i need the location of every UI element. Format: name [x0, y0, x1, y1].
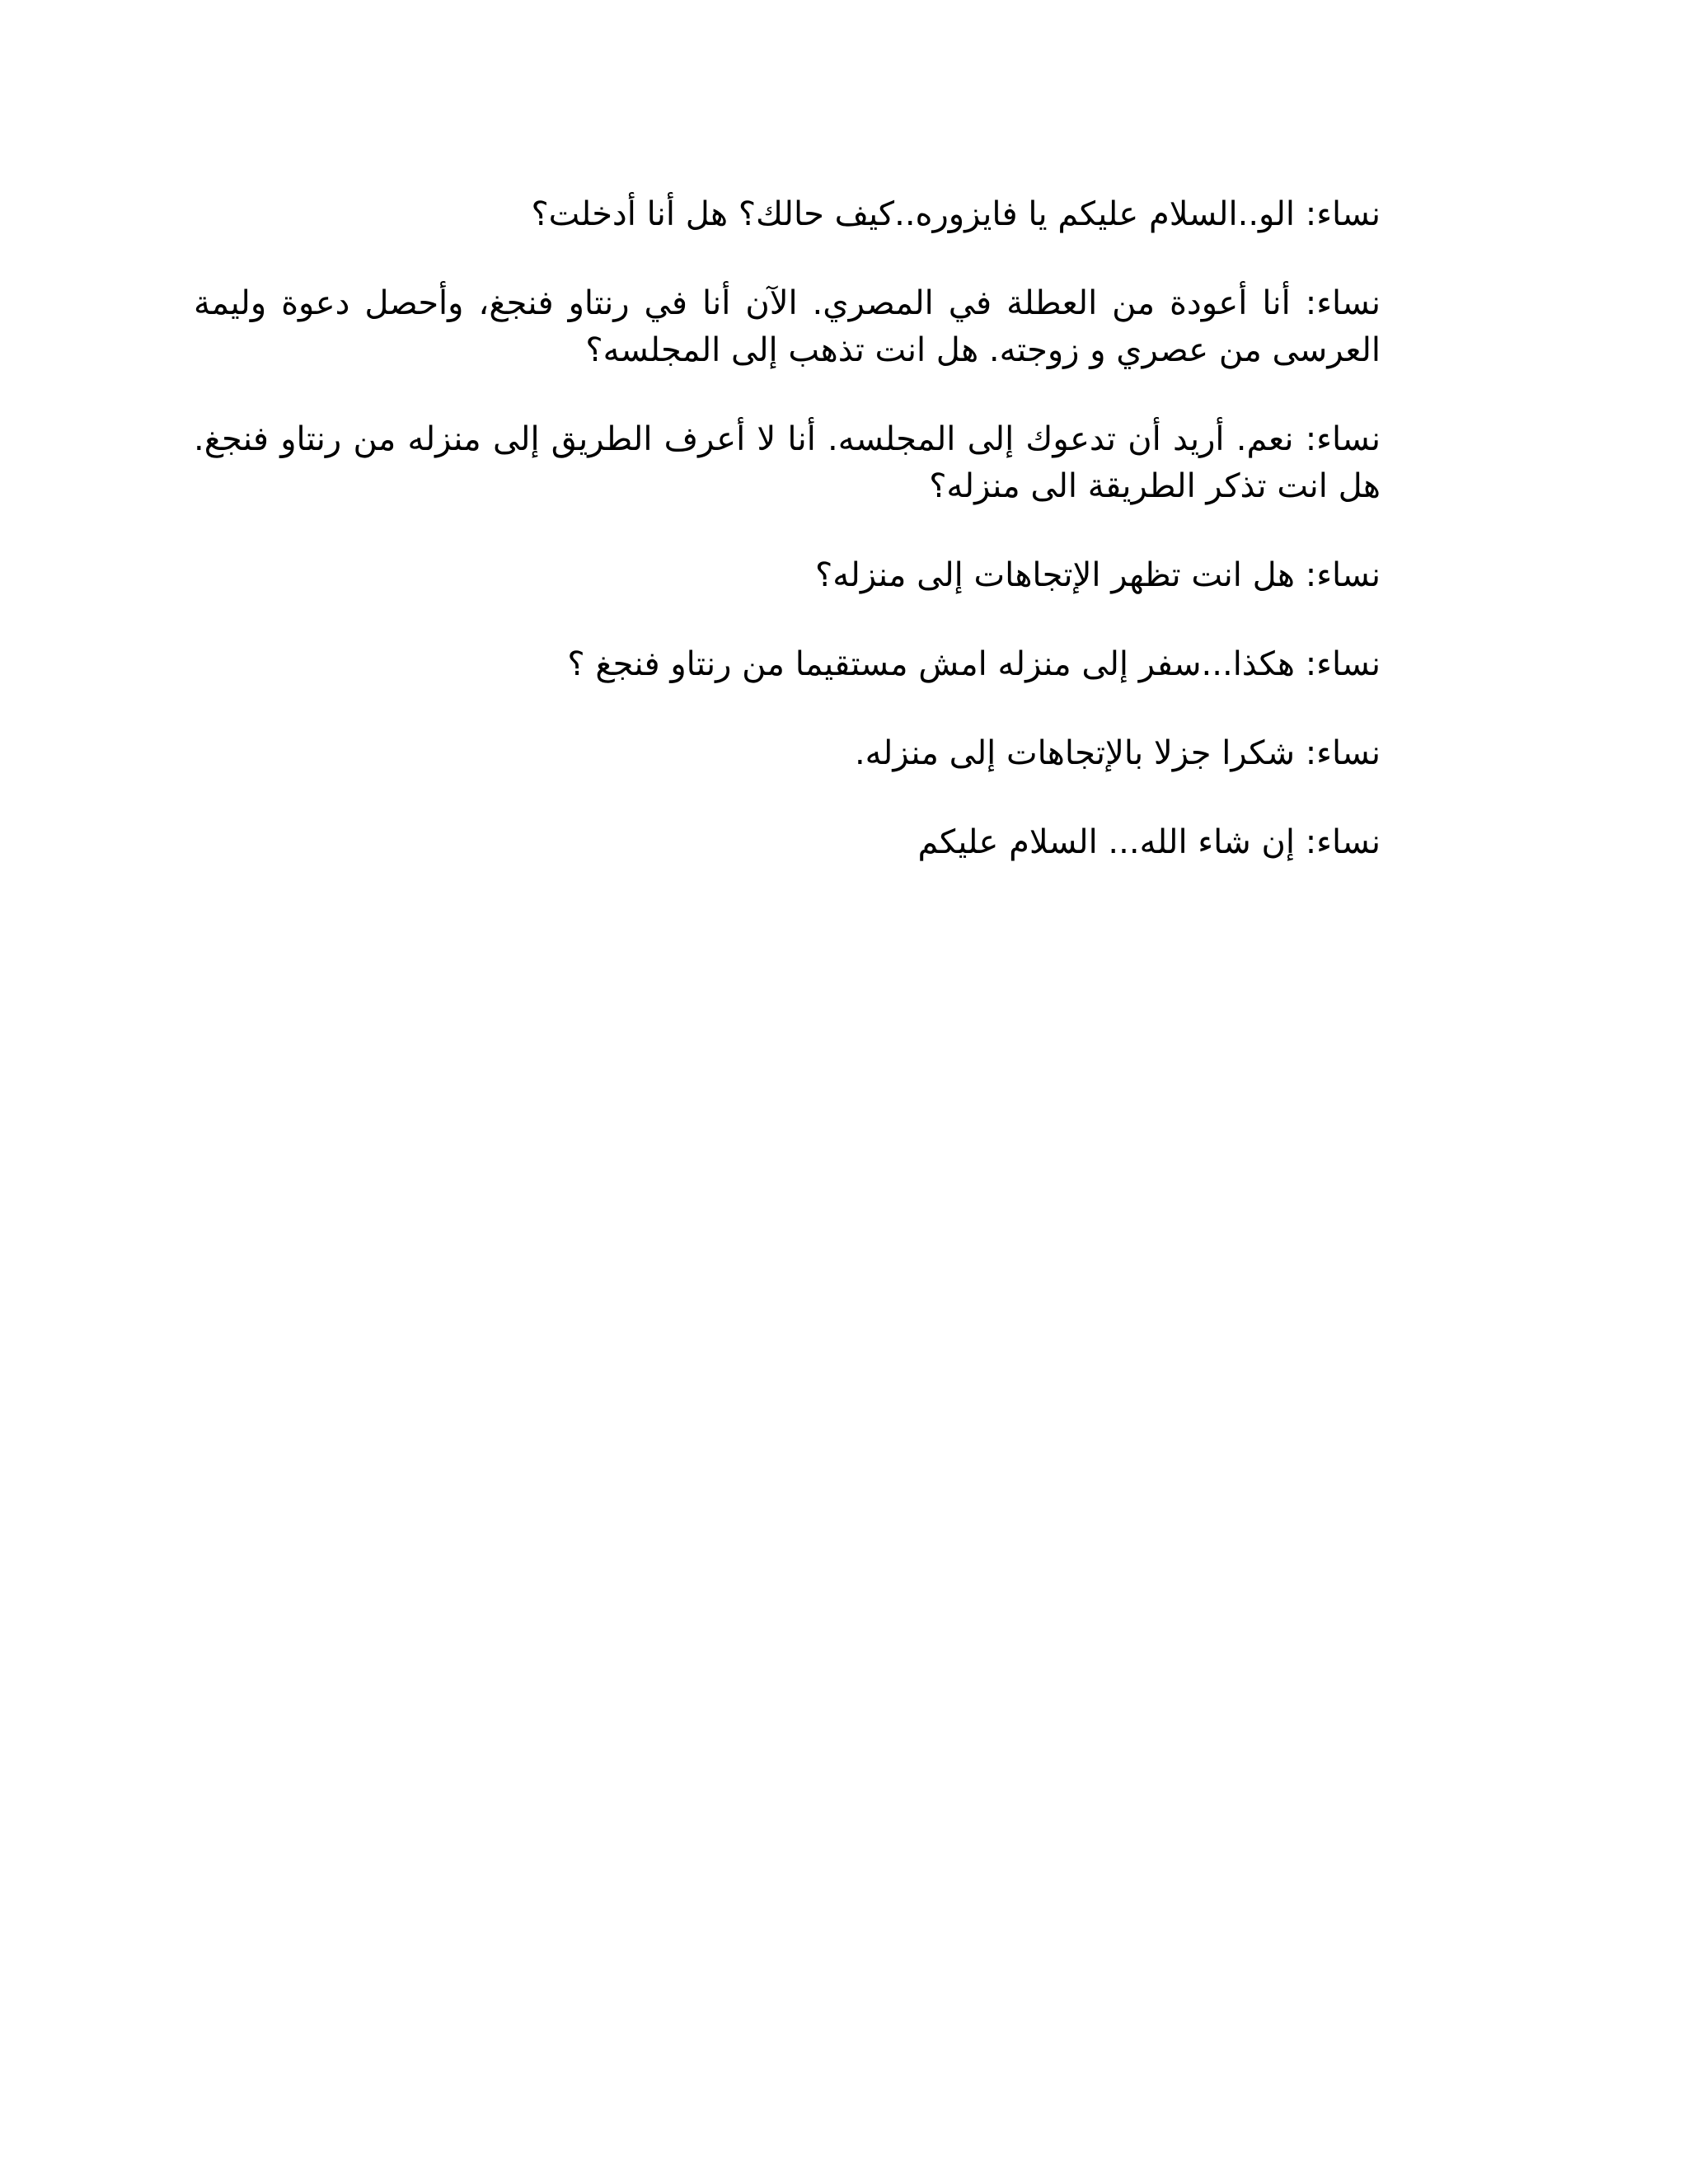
- dialogue-line-1: نساء: الو..السلام عليكم يا فايزوره..كيف حالك؟ هل أنا أدخلت؟: [531, 195, 1381, 233]
- dialogue-line-7: نساء: إن شاء الله... السلام عليكم: [917, 823, 1381, 861]
- dialogue-line-6: نساء: شكرا جزلا بالإتجاهات إلى منزله.: [854, 734, 1381, 772]
- dialogue-line-2: نساء: أنا أعودة من العطلة في المصري. الآن أنا في رنتاو فنجغ، وأحصل دعوة وليمة العرسى من عصري و زوجته. هل انت تذهب إلى المجلسه؟: [194, 284, 1381, 369]
- dialogue-line-4: نساء: هل انت تظهر الإتجاهات إلى منزله؟: [814, 556, 1381, 594]
- dialogue-line-5: نساء: هكذا...سفر إلى منزله امش مستقيما من رنتاو فنجغ ؟: [567, 645, 1381, 683]
- dialogue-text: [194, 191, 1381, 908]
- dialogue-line-3: نساء: نعم. أريد أن تدعوك إلى المجلسه. أنا لا أعرف الطريق إلى منزله من رنتاو فنجغ. هل انت تذكر الطريقة الى منزله؟: [194, 420, 1381, 505]
